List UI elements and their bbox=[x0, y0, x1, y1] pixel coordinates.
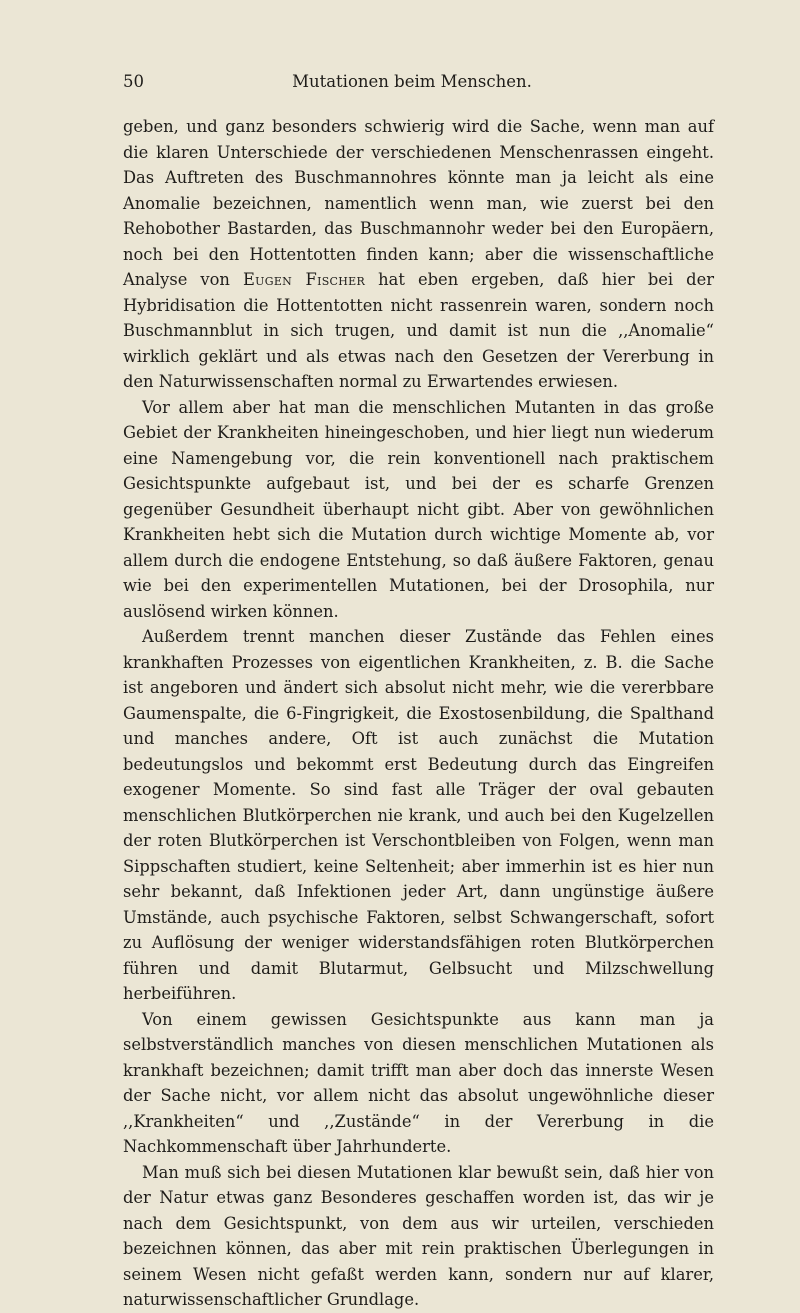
paragraph-1-text-start: geben, und ganz besonders schwierig wird die Sache, wenn man auf die klaren Unterschiede der verschiedenen Menschenrassen eingeht. Das Auftreten des Buschmannohres könnte man ja leicht als eine Anomalie bezeichnen, namentlich wenn man, wie zuerst bei den Rehobother Bastarden, das Buschmannohr weder bei den Europäern, noch bei den Hottentotten finden kann; aber die wissenschaftliche Analyse von bbox=[123, 117, 714, 289]
paragraph-2: Vor allem aber hat man die menschlichen Mutanten in das große Gebiet der Krankheiten hineingeschoben, und hier liegt nun wiederum eine Namengebung vor, die rein konventionell nach praktischem Gesichtspunkte aufgebaut ist, und bei der es scharfe Grenzen gegenüber Gesundheit überhaupt nicht gibt. Aber von gewöhnlichen Krankheiten hebt sich die Mutation durch wichtige Momente ab, vor allem durch die endogene Entstehung, so daß äußere Faktoren, genau wie bei den experimentellen Mutationen, bei der Drosophila, nur auslösend wirken können. bbox=[123, 397, 714, 621]
paragraph-5: Man muß sich bei diesen Mutationen klar bewußt sein, daß hier von der Natur etwas ganz Besonderes geschaffen worden ist, das wir je nach dem Gesichtspunkt, von dem aus wir urteilen, verschieden bezeichnen können, das aber mit rein praktischen Überlegungen in seinem Wesen nicht gefaßt werden kann, sondern nur auf klarer, naturwissenschaftlicher Grundlage. bbox=[123, 1162, 714, 1309]
body-text bbox=[123, 114, 714, 1313]
paragraph-1 bbox=[123, 114, 714, 395]
running-title: Mutationen beim Menschen. bbox=[292, 72, 532, 91]
author-name: Eugen Fischer bbox=[243, 270, 366, 289]
paragraph-1-text-end: hat eben ergeben, daß hier bei der Hybridisation die Hottentotten nicht rassenrein waren, sondern noch Buschmannblut in sich trugen, und damit ist nun die ,,Anomalie“ wirklich geklärt und als etwas nach den Gesetzen der Vererbung in den Naturwissenschaften normal zu Erwartendes erwiesen. bbox=[123, 270, 715, 391]
page-number: 50 bbox=[123, 72, 144, 91]
paragraph-3: Außerdem trennt manchen dieser Zustände das Fehlen eines krankhaften Prozesses von eigentlichen Krankheiten, z. B. die Sache ist angeboren und ändert sich absolut nicht mehr, wie die vererbbare Gaumenspalte, die 6-Fingrigkeit, die Exostosenbildung, die Spalthand und manches andere, Oft ist auch zunächst die Mutation bedeutungslos und bekommt erst Bedeutung durch das Eingreifen exogener Momente. So sind fast alle Träger der oval gebauten menschlichen Blutkörperchen nie krank, und auch bei den Kugelzellen der roten Blutkörperchen ist Verschontbleiben von Folgen, wenn man Sippschaften studiert, keine Seltenheit; aber immerhin ist es hier nun sehr bekannt, daß Infektionen jeder Art, dann ungünstige äußere Umstände, auch psychische Faktoren, selbst Schwangerschaft, sofort zu Auflösung der weniger widerstandsfähigen roten Blutkörperchen führen und damit Blutarmut, Gelbsucht und Milzschwellung herbeiführen. bbox=[123, 627, 714, 1003]
paragraph-4: Von einem gewissen Gesichtspunkte aus kann man ja selbstverständlich manches von diesen menschlichen Mutationen als krankhaft bezeichnen; damit trifft man aber doch das innerste Wesen der Sache nicht, vor allem nicht das absolut ungewöhnliche dieser ,,Krankheiten“ und ,,Zustände“ in der Vererbung in die Nachkommenschaft über Jahrhunderte. bbox=[123, 1009, 714, 1156]
